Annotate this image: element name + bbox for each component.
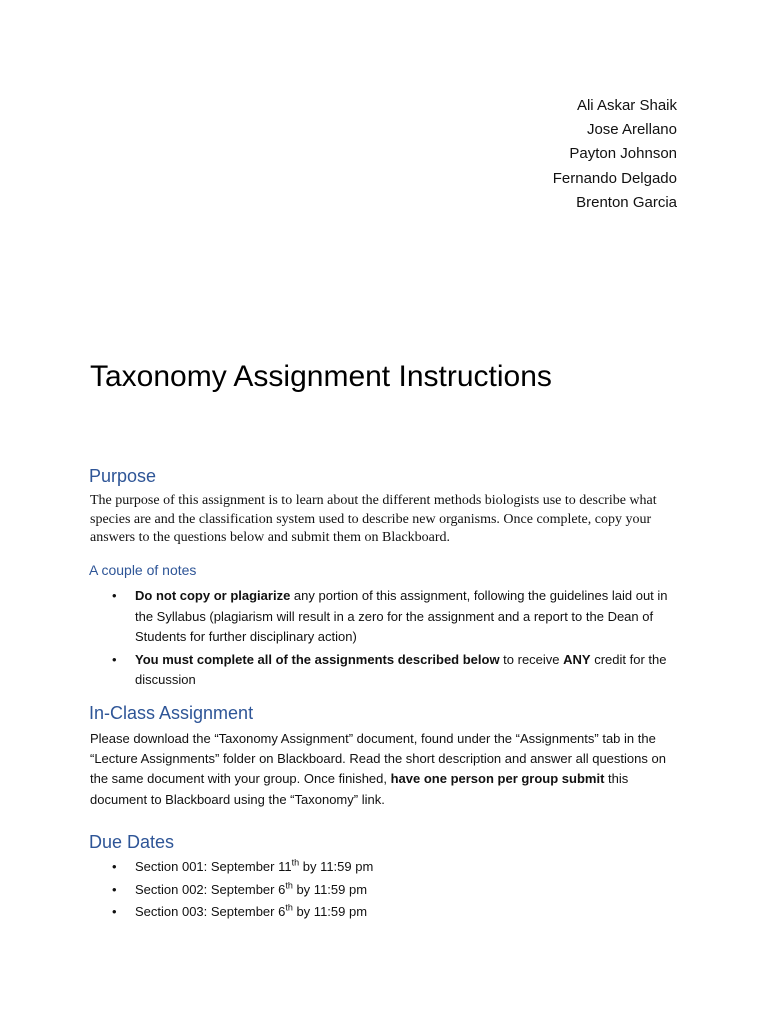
bullet-icon: • — [112, 904, 117, 919]
in-class-text: Please download the “Taxonomy Assignment” document, found under the “Assignments” tab in the “Lecture Assignments” folder on Blackboard. Read the short description and answer all questions on the same document with your group. Once finished, — [90, 731, 666, 787]
list-item — [0, 879, 680, 902]
list-item — [0, 856, 680, 879]
note-text: any portion of this assignment, following the guidelines laid out in the Syllabus (plagiarism will result in a zero for the assignment and a report to the Dean of Students for further disciplinary action) — [135, 588, 668, 645]
bullet-icon: • — [112, 859, 117, 874]
due-dates-heading: Due Dates — [89, 832, 175, 852]
note-emphasis: Do not copy or plagiarize — [135, 588, 291, 603]
in-class-body — [90, 729, 680, 810]
in-class-text: this document to Blackboard using the “Taxonomy” link. — [90, 771, 629, 807]
ordinal-suffix: th — [285, 902, 293, 913]
due-date-time: by 11:59 pm — [299, 859, 374, 874]
due-date-time: by 11:59 pm — [292, 904, 368, 919]
author-list — [553, 94, 677, 215]
due-date-text: Section 003: September 6 — [135, 904, 286, 919]
note-text: credit for the discussion — [135, 651, 667, 688]
list-item — [0, 901, 680, 924]
due-date-time: by 11:59 pm — [292, 881, 368, 897]
bullet-icon: • — [112, 588, 117, 603]
ordinal-suffix: th — [285, 880, 293, 891]
note-emphasis: ANY — [563, 651, 591, 667]
ordinal-suffix: th — [291, 857, 300, 868]
due-dates-list — [0, 856, 680, 924]
list-item — [0, 650, 680, 691]
in-class-heading: In-Class Assignment — [89, 703, 254, 723]
author-name: Jose Arellano — [586, 121, 677, 139]
in-class-emphasis: have one person per group submit — [390, 771, 605, 787]
list-item — [0, 586, 680, 648]
bullet-icon: • — [112, 881, 117, 897]
author-name: Brenton Garcia — [576, 193, 677, 211]
due-date-text: Section 002: September 6 — [135, 881, 286, 897]
notes-heading: A couple of notes — [89, 562, 197, 578]
purpose-body: The purpose of this assignment is to learn about the different methods biologists use to describe what species are and the classification system used to describe new organisms. Once complete, copy your answers to the questions below and submit them on Blackboard. — [90, 493, 657, 545]
author-name: Ali Askar Shaik — [576, 97, 677, 114]
author-name: Fernando Delgado — [552, 169, 677, 187]
author-name: Payton Johnson — [569, 145, 677, 163]
bullet-icon: • — [112, 651, 117, 667]
note-emphasis: You must complete all of the assignments described below — [135, 651, 500, 667]
purpose-heading: Purpose — [89, 466, 157, 486]
notes-list — [0, 586, 680, 693]
document-title: Taxonomy Assignment Instructions — [90, 360, 552, 393]
due-date-text: Section 001: September 11 — [135, 859, 292, 874]
note-text: to receive — [499, 651, 564, 667]
